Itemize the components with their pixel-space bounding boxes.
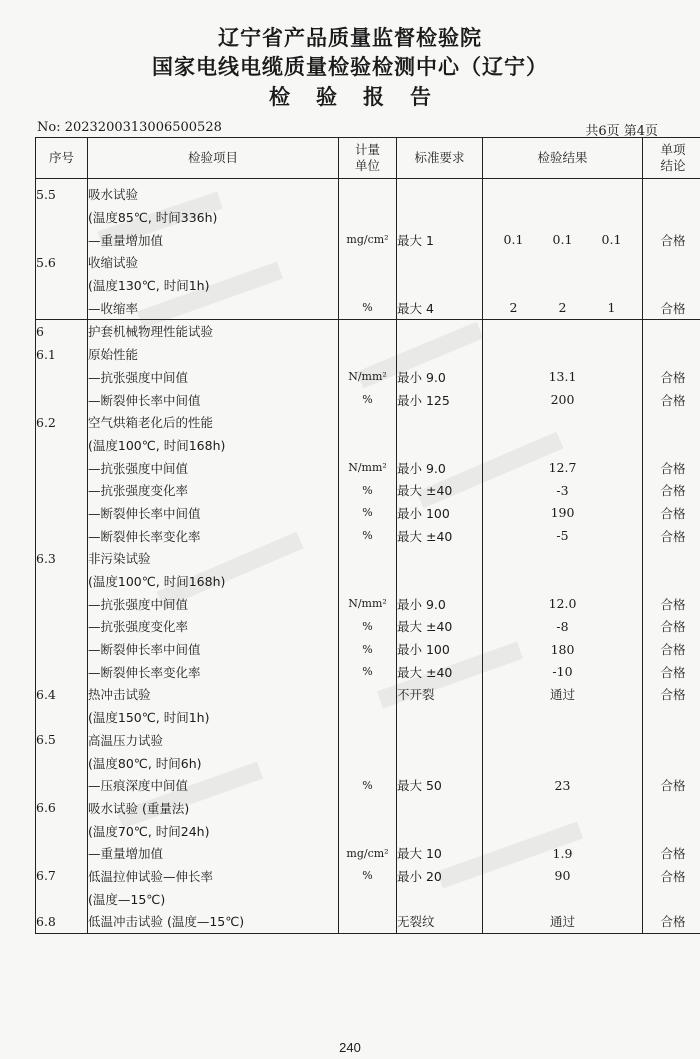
cell-standard <box>397 411 483 434</box>
cell-item: 低温拉伸试验—伸长率 <box>88 865 339 888</box>
cell-unit <box>339 797 397 820</box>
cell-unit: N/mm² <box>339 456 397 479</box>
cell-seq: 6.2 <box>36 411 88 434</box>
cell-verdict <box>643 251 700 274</box>
cell-item: (温度100℃, 时间168h) <box>88 434 339 457</box>
cell-result <box>483 320 643 343</box>
cell-verdict: 合格 <box>643 683 700 706</box>
cell-seq: 6.3 <box>36 547 88 570</box>
table-row <box>36 570 700 593</box>
cell-seq: 6.8 <box>36 910 88 933</box>
cell-standard: 最小 9.0 <box>397 366 483 389</box>
report-titles <box>0 24 700 112</box>
cell-result <box>483 819 643 842</box>
cell-result <box>483 706 643 729</box>
cell-seq <box>36 366 88 389</box>
header-standard: 标准要求 <box>397 138 483 179</box>
cell-verdict: 合格 <box>643 228 700 251</box>
cell-item: 低温冲击试验 (温度—15℃) <box>88 910 339 933</box>
table-row <box>36 296 700 319</box>
cell-standard <box>397 706 483 729</box>
cell-verdict <box>643 729 700 752</box>
cell-unit <box>339 683 397 706</box>
cell-verdict <box>643 887 700 910</box>
cell-seq <box>36 819 88 842</box>
cell-verdict: 合格 <box>643 615 700 638</box>
cell-item: —断裂伸长率中间值 <box>88 388 339 411</box>
table-row <box>36 228 700 251</box>
cell-standard: 最大 1 <box>397 228 483 251</box>
cell-standard: 最小 125 <box>397 388 483 411</box>
table-row <box>36 660 700 683</box>
table-row <box>36 774 700 797</box>
cell-verdict <box>643 797 700 820</box>
cell-item: —收缩率 <box>88 296 339 319</box>
cell-standard <box>397 343 483 366</box>
cell-result <box>483 206 643 229</box>
cell-result: -3 <box>483 479 643 502</box>
cell-item: —抗张强度变化率 <box>88 479 339 502</box>
table-row <box>36 865 700 888</box>
cell-seq <box>36 660 88 683</box>
result-value: 0.1 <box>552 232 573 248</box>
cell-seq: 6 <box>36 320 88 343</box>
table-row <box>36 343 700 366</box>
cell-verdict: 合格 <box>643 502 700 525</box>
cell-result <box>483 274 643 297</box>
cell-standard <box>397 570 483 593</box>
cell-unit: % <box>339 502 397 525</box>
cell-seq <box>36 592 88 615</box>
cell-result <box>483 411 643 434</box>
cell-item: (温度100℃, 时间168h) <box>88 570 339 593</box>
table-row <box>36 502 700 525</box>
cell-result <box>483 547 643 570</box>
cell-result: 200 <box>483 388 643 411</box>
cell-verdict <box>643 411 700 434</box>
cell-result: 190 <box>483 502 643 525</box>
cell-item: —断裂伸长率变化率 <box>88 660 339 683</box>
cell-result: 90 <box>483 865 643 888</box>
cell-standard: 最小 9.0 <box>397 456 483 479</box>
cell-item: —断裂伸长率变化率 <box>88 524 339 547</box>
cell-seq <box>36 842 88 865</box>
cell-item: 热冲击试验 <box>88 683 339 706</box>
cell-item: —抗张强度中间值 <box>88 456 339 479</box>
cell-standard <box>397 434 483 457</box>
cell-item: (温度70℃, 时间24h) <box>88 819 339 842</box>
cell-unit <box>339 819 397 842</box>
table-row <box>36 524 700 547</box>
table-row <box>36 910 700 933</box>
cell-result: -5 <box>483 524 643 547</box>
table-row <box>36 887 700 910</box>
cell-verdict <box>643 819 700 842</box>
cell-standard <box>397 251 483 274</box>
cell-result <box>483 434 643 457</box>
table-row <box>36 274 700 297</box>
cell-standard: 最小 9.0 <box>397 592 483 615</box>
table-row <box>36 638 700 661</box>
cell-seq <box>36 706 88 729</box>
cell-result: 13.1 <box>483 366 643 389</box>
cell-seq: 6.5 <box>36 729 88 752</box>
cell-standard: 最大 ±40 <box>397 524 483 547</box>
table-row <box>36 320 700 343</box>
cell-unit <box>339 570 397 593</box>
cell-unit: N/mm² <box>339 592 397 615</box>
cell-verdict <box>643 206 700 229</box>
cell-unit <box>339 706 397 729</box>
cell-seq <box>36 434 88 457</box>
cell-unit <box>339 910 397 933</box>
cell-seq <box>36 524 88 547</box>
cell-standard <box>397 819 483 842</box>
cell-result: 1.9 <box>483 842 643 865</box>
cell-verdict: 合格 <box>643 660 700 683</box>
table-row <box>36 456 700 479</box>
cell-verdict: 合格 <box>643 479 700 502</box>
results-table <box>35 137 700 934</box>
table-row <box>36 547 700 570</box>
cell-seq <box>36 751 88 774</box>
cell-standard <box>397 274 483 297</box>
cell-unit: % <box>339 615 397 638</box>
cell-unit: N/mm² <box>339 366 397 389</box>
cell-item: (温度85℃, 时间336h) <box>88 206 339 229</box>
cell-result <box>483 797 643 820</box>
table-row <box>36 251 700 274</box>
cell-verdict: 合格 <box>643 366 700 389</box>
cell-result: 12.0 <box>483 592 643 615</box>
cell-item: —抗张强度变化率 <box>88 615 339 638</box>
cell-verdict <box>643 320 700 343</box>
cell-result <box>483 887 643 910</box>
cell-result: -8 <box>483 615 643 638</box>
document-title: 检验报告 <box>269 85 457 109</box>
cell-verdict: 合格 <box>643 774 700 797</box>
cell-unit: % <box>339 388 397 411</box>
cell-seq <box>36 388 88 411</box>
table-row <box>36 842 700 865</box>
cell-seq: 6.4 <box>36 683 88 706</box>
cell-seq <box>36 296 88 319</box>
cell-verdict <box>643 751 700 774</box>
cell-seq <box>36 228 88 251</box>
org-name: 辽宁省产品质量监督检验院 <box>218 26 482 50</box>
cell-unit <box>339 434 397 457</box>
cell-unit <box>339 751 397 774</box>
cell-seq <box>36 774 88 797</box>
cell-item: 吸水试验 <box>88 179 339 206</box>
cell-unit <box>339 274 397 297</box>
cell-verdict: 合格 <box>643 524 700 547</box>
cell-unit: mg/cm² <box>339 228 397 251</box>
cell-standard <box>397 751 483 774</box>
cell-result <box>483 343 643 366</box>
cell-verdict: 合格 <box>643 638 700 661</box>
table-row <box>36 206 700 229</box>
table-row <box>36 434 700 457</box>
cell-unit <box>339 179 397 206</box>
cell-result <box>483 751 643 774</box>
cell-standard: 不开裂 <box>397 683 483 706</box>
cell-standard: 最小 20 <box>397 865 483 888</box>
table-header-row <box>36 138 700 179</box>
table-row <box>36 819 700 842</box>
result-value: 2 <box>509 300 518 316</box>
cell-item: (温度80℃, 时间6h) <box>88 751 339 774</box>
cell-seq: 6.1 <box>36 343 88 366</box>
cell-standard <box>397 547 483 570</box>
cell-standard: 无裂纹 <box>397 910 483 933</box>
cell-verdict: 合格 <box>643 296 700 319</box>
cell-item: —断裂伸长率中间值 <box>88 502 339 525</box>
cell-result <box>483 179 643 206</box>
cell-item: —抗张强度中间值 <box>88 366 339 389</box>
table-row <box>36 592 700 615</box>
table-row <box>36 366 700 389</box>
cell-verdict: 合格 <box>643 388 700 411</box>
result-value: 1 <box>607 300 616 316</box>
cell-item: —断裂伸长率中间值 <box>88 638 339 661</box>
cell-unit: % <box>339 638 397 661</box>
cell-standard: 最大 4 <box>397 296 483 319</box>
cell-item: 吸水试验 (重量法) <box>88 797 339 820</box>
cell-unit <box>339 547 397 570</box>
cell-unit <box>339 411 397 434</box>
cell-verdict <box>643 343 700 366</box>
page-number: 240 <box>339 1040 361 1055</box>
cell-unit <box>339 251 397 274</box>
cell-seq <box>36 274 88 297</box>
cell-result: 23 <box>483 774 643 797</box>
cell-verdict: 合格 <box>643 842 700 865</box>
cell-unit: % <box>339 524 397 547</box>
cell-verdict: 合格 <box>643 592 700 615</box>
table-row <box>36 479 700 502</box>
cell-seq <box>36 570 88 593</box>
cell-standard <box>397 887 483 910</box>
result-value: 0.1 <box>601 232 622 248</box>
page-info: 共6页 第4页 <box>585 124 658 139</box>
cell-item: 原始性能 <box>88 343 339 366</box>
cell-standard <box>397 729 483 752</box>
cell-standard: 最大 10 <box>397 842 483 865</box>
cell-standard: 最大 ±40 <box>397 660 483 683</box>
header-seq: 序号 <box>36 138 88 179</box>
cell-item: (温度150℃, 时间1h) <box>88 706 339 729</box>
cell-unit <box>339 887 397 910</box>
cell-standard: 最大 50 <box>397 774 483 797</box>
cell-seq: 5.6 <box>36 251 88 274</box>
cell-item: 非污染试验 <box>88 547 339 570</box>
table-row <box>36 706 700 729</box>
cell-seq <box>36 502 88 525</box>
table-row <box>36 683 700 706</box>
cell-result: 180 <box>483 638 643 661</box>
cell-unit: % <box>339 660 397 683</box>
cell-verdict <box>643 434 700 457</box>
cell-item: (温度130℃, 时间1h) <box>88 274 339 297</box>
table-row <box>36 797 700 820</box>
cell-standard: 最大 ±40 <box>397 615 483 638</box>
cell-standard <box>397 320 483 343</box>
cell-seq <box>36 615 88 638</box>
cell-result <box>483 729 643 752</box>
cell-unit: mg/cm² <box>339 842 397 865</box>
result-value: 2 <box>558 300 567 316</box>
cell-item: 护套机械物理性能试验 <box>88 320 339 343</box>
cell-result: -10 <box>483 660 643 683</box>
cell-standard: 最小 100 <box>397 638 483 661</box>
cell-result: 12.7 <box>483 456 643 479</box>
cell-seq <box>36 887 88 910</box>
cell-unit <box>339 320 397 343</box>
cell-verdict <box>643 570 700 593</box>
cell-unit <box>339 343 397 366</box>
cell-unit: % <box>339 479 397 502</box>
cell-verdict: 合格 <box>643 456 700 479</box>
center-name: 国家电线电缆质量检验检测中心（辽宁） <box>152 55 548 79</box>
cell-result <box>483 296 643 319</box>
cell-item: 高温压力试验 <box>88 729 339 752</box>
table-row <box>36 179 700 206</box>
cell-standard <box>397 797 483 820</box>
header-result: 检验结果 <box>483 138 643 179</box>
cell-standard: 最小 100 <box>397 502 483 525</box>
cell-item: 空气烘箱老化后的性能 <box>88 411 339 434</box>
cell-unit: % <box>339 865 397 888</box>
table-row <box>36 615 700 638</box>
report-number: No: 2023200313006500528 <box>37 120 222 135</box>
cell-result: 通过 <box>483 910 643 933</box>
cell-verdict: 合格 <box>643 865 700 888</box>
cell-unit: % <box>339 774 397 797</box>
cell-result <box>483 228 643 251</box>
header-verdict: 单项结论 <box>643 138 700 179</box>
cell-item: (温度—15℃) <box>88 887 339 910</box>
cell-unit <box>339 729 397 752</box>
cell-seq <box>36 479 88 502</box>
cell-unit <box>339 206 397 229</box>
cell-standard <box>397 179 483 206</box>
cell-verdict <box>643 706 700 729</box>
cell-item: —重量增加值 <box>88 842 339 865</box>
cell-seq: 6.7 <box>36 865 88 888</box>
cell-verdict <box>643 547 700 570</box>
result-value: 0.1 <box>503 232 524 248</box>
header-unit: 计量单位 <box>339 138 397 179</box>
cell-verdict <box>643 274 700 297</box>
cell-seq: 6.6 <box>36 797 88 820</box>
table-row <box>36 729 700 752</box>
cell-standard: 最大 ±40 <box>397 479 483 502</box>
cell-unit: % <box>339 296 397 319</box>
cell-item: 收缩试验 <box>88 251 339 274</box>
cell-verdict <box>643 179 700 206</box>
cell-standard <box>397 206 483 229</box>
cell-seq <box>36 206 88 229</box>
table-row <box>36 411 700 434</box>
cell-result: 通过 <box>483 683 643 706</box>
table-row <box>36 751 700 774</box>
cell-seq <box>36 456 88 479</box>
cell-verdict: 合格 <box>643 910 700 933</box>
cell-item: —抗张强度中间值 <box>88 592 339 615</box>
cell-seq <box>36 638 88 661</box>
header-item: 检验项目 <box>88 138 339 179</box>
table-row <box>36 388 700 411</box>
cell-item: —压痕深度中间值 <box>88 774 339 797</box>
cell-result <box>483 570 643 593</box>
cell-seq: 5.5 <box>36 179 88 206</box>
cell-item: —重量增加值 <box>88 228 339 251</box>
cell-result <box>483 251 643 274</box>
